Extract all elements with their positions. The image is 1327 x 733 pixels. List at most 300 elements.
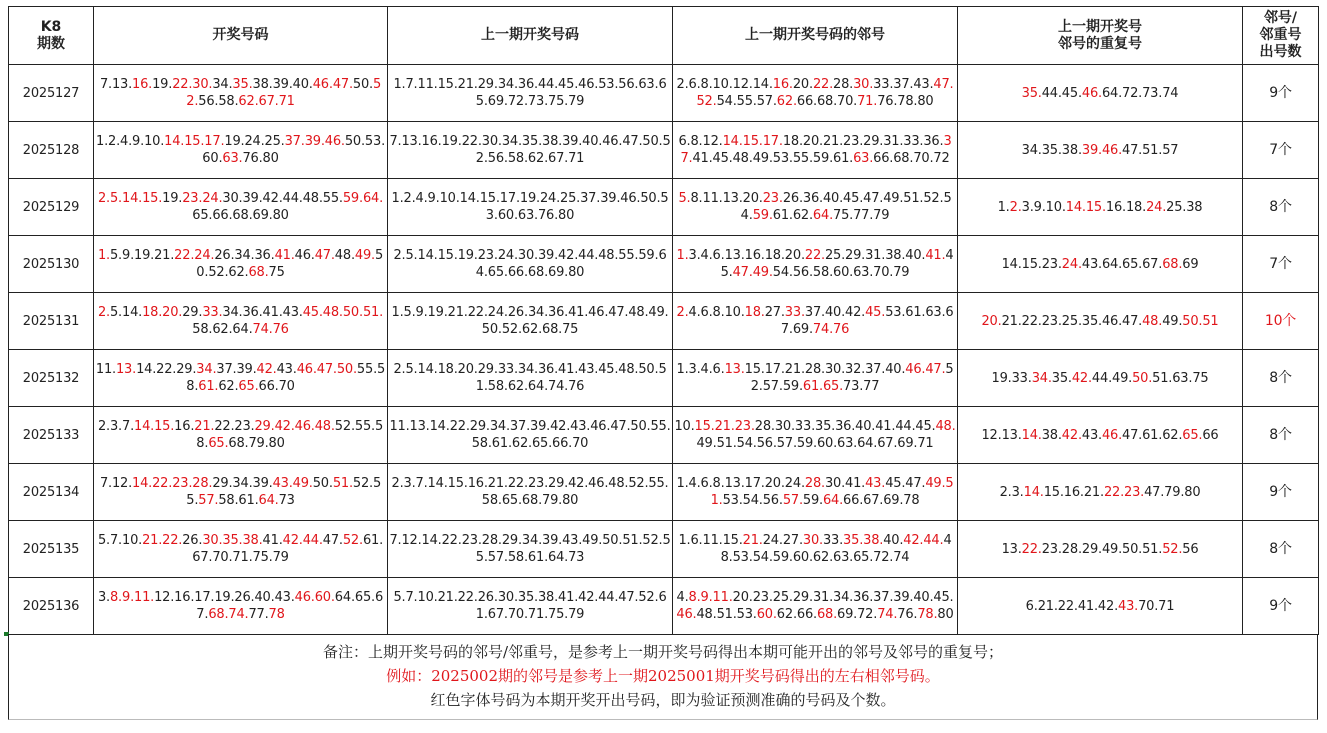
number: 42. (1097, 598, 1118, 614)
repeat-numbers-cell (958, 464, 1243, 521)
number: 54. (752, 550, 773, 565)
number: 44. (282, 191, 303, 206)
number: 15. (722, 533, 743, 548)
neighbor-numbers-cell (673, 578, 958, 635)
number: 39. (537, 248, 559, 263)
number: 80 (917, 94, 934, 109)
number: 66. (843, 493, 864, 508)
period-cell: 2025136 (9, 578, 94, 635)
number: 78 (268, 607, 285, 622)
number: 51. (1142, 142, 1163, 158)
number: 58. (507, 151, 528, 166)
number: 38. (1061, 142, 1082, 158)
number: 34. (232, 476, 253, 491)
number: 19. (991, 370, 1012, 386)
number: 29. (254, 419, 275, 434)
number: 23. (477, 248, 498, 263)
number: 56. (762, 493, 783, 508)
number: 35. (1081, 313, 1102, 329)
number: 16. (744, 248, 765, 263)
number: 1. (97, 248, 110, 263)
number: 11. (702, 191, 723, 206)
number: 58. (218, 493, 239, 508)
number: 29. (469, 419, 490, 434)
number: 49. (292, 476, 313, 491)
number: 40. (855, 419, 876, 434)
number: 28. (1061, 541, 1082, 557)
number: 62. (507, 379, 528, 394)
lottery-table (8, 6, 1319, 635)
number: 6. (690, 533, 703, 548)
number: 34. (497, 77, 518, 92)
number: 26. (214, 248, 235, 263)
number: 64. (334, 590, 355, 605)
number: 30. (481, 134, 502, 149)
number: 51. (716, 607, 737, 622)
number: 43. (272, 476, 293, 491)
number: 44. (537, 77, 559, 92)
number: 33. (1011, 370, 1032, 386)
number: 59. (802, 493, 823, 508)
number: 62. (776, 94, 797, 109)
prev-numbers-cell (388, 236, 673, 293)
number: 52. (750, 362, 954, 394)
number: 2. (97, 305, 110, 320)
number: 71 (1158, 598, 1175, 614)
number: 9. (122, 248, 135, 263)
number: 16. (467, 476, 488, 491)
number: 4. (688, 305, 701, 320)
number: 15. (437, 77, 458, 92)
number: 29. (863, 134, 884, 149)
number: 44. (1091, 370, 1112, 386)
number: 51. (716, 436, 737, 451)
number: 11. (95, 362, 116, 377)
number: 43. (562, 533, 583, 548)
number: 56 (1182, 541, 1199, 557)
count-cell: 8个 (1243, 179, 1319, 236)
number: 41. (558, 362, 579, 377)
number: 52. (186, 77, 382, 109)
number: 31. (812, 590, 834, 605)
count-cell: 9个 (1243, 578, 1319, 635)
number: 39. (542, 533, 563, 548)
number: 47. (608, 305, 629, 320)
number: 14. (1023, 484, 1044, 500)
number: 5. (393, 590, 406, 605)
number: 68. (228, 436, 249, 451)
number: 73. (1142, 85, 1163, 101)
number: 54. (736, 436, 757, 451)
number: 55. (736, 94, 757, 109)
number: 71. (232, 550, 253, 565)
number: 49. (1112, 370, 1133, 386)
number: 50. (196, 248, 384, 280)
number: 48. (302, 191, 323, 206)
number: 29. (182, 305, 203, 320)
number: 33. (822, 533, 844, 548)
number: 7. (405, 590, 418, 605)
number: 5. (678, 191, 691, 206)
number: 11. (389, 419, 410, 434)
number: 70. (212, 550, 233, 565)
number: 47. (322, 533, 343, 548)
number: 33. (784, 305, 805, 320)
number: 24. (1061, 256, 1082, 272)
number: 48. (608, 476, 629, 491)
number: 46. (578, 77, 599, 92)
number: 21. (447, 305, 468, 320)
draw-numbers-cell (94, 464, 388, 521)
number: 73 (278, 493, 295, 508)
number: 61. (491, 436, 512, 451)
number: 53. (736, 607, 757, 622)
period-cell: 2025128 (9, 122, 94, 179)
number: 62. (792, 208, 813, 223)
number: 49. (1101, 541, 1123, 557)
number: 45. (712, 151, 733, 166)
number: 57. (198, 493, 219, 508)
number: 31. (865, 248, 886, 263)
number: 36. (923, 134, 944, 149)
number: 42. (558, 248, 579, 263)
draw-numbers-cell (94, 65, 388, 122)
number: 34. (489, 419, 510, 434)
number: 23. (1124, 484, 1145, 500)
count-cell: 9个 (1243, 65, 1319, 122)
number: 25. (772, 590, 793, 605)
number: 79. (1164, 484, 1185, 500)
number: 7. (122, 419, 135, 434)
number: 67. (877, 436, 898, 451)
number: 17. (764, 362, 785, 377)
number: 19. (214, 590, 235, 605)
number: 8. (109, 590, 122, 605)
number: 77 (863, 379, 880, 394)
number: 62. (228, 265, 249, 280)
draw-numbers-cell (94, 122, 388, 179)
period-cell: 2025134 (9, 464, 94, 521)
number: 53. (598, 77, 619, 92)
number: 38. (537, 590, 559, 605)
number: 56. (487, 151, 508, 166)
number: 34. (501, 134, 522, 149)
number: 29. (477, 77, 498, 92)
number: 40. (254, 590, 275, 605)
number: 30. (824, 476, 846, 491)
number: 46. (294, 248, 315, 263)
number: 70. (837, 94, 858, 109)
number: 14. (459, 191, 480, 206)
number: 64. (548, 550, 569, 565)
number: 39. (242, 191, 263, 206)
number: 37. (873, 590, 894, 605)
number: 53. (722, 493, 743, 508)
number: 22. (467, 305, 488, 320)
repeat-numbers-cell (958, 293, 1243, 350)
number: 18. (437, 362, 458, 377)
number: 22. (152, 476, 173, 491)
number: 72. (857, 607, 878, 622)
number: 69. (897, 436, 918, 451)
table-row (9, 407, 1319, 464)
number: 12. (732, 77, 753, 92)
number: 75. (548, 94, 569, 109)
number: 2. (97, 419, 110, 434)
number: 59. (638, 248, 659, 263)
number: 34. (196, 362, 217, 377)
number: 63. (837, 436, 858, 451)
number: 46. (312, 77, 333, 92)
number: 39. (252, 476, 273, 491)
number: 30. (802, 533, 823, 548)
number: 52. (628, 476, 649, 491)
prev-numbers-cell (388, 407, 673, 464)
period-cell: 2025130 (9, 236, 94, 293)
number: 14. (122, 191, 143, 206)
number: 35. (222, 533, 243, 548)
number: 13. (722, 191, 743, 206)
number: 62. (521, 322, 542, 337)
number: 59. (796, 436, 817, 451)
number: 46. (1101, 427, 1123, 443)
number: 37. (509, 419, 530, 434)
number: 24. (487, 305, 508, 320)
number: 14. (136, 362, 157, 377)
number: 23. (182, 191, 203, 206)
number: 13. (724, 476, 745, 491)
number: 20. (457, 362, 478, 377)
number: 42. (1061, 427, 1082, 443)
number: 42. (903, 533, 924, 548)
prev-numbers-cell (388, 293, 673, 350)
number: 8. (700, 77, 713, 92)
number: 8. (690, 191, 703, 206)
number: 68. (248, 265, 269, 280)
number: 78. (917, 607, 938, 622)
number: 26. (477, 590, 498, 605)
number: 46. (588, 476, 609, 491)
draw-numbers-cell (94, 179, 388, 236)
number: 10. (417, 590, 438, 605)
number: 49. (582, 533, 603, 548)
number: 41. (568, 305, 589, 320)
number: 30. (497, 590, 518, 605)
number: 51 (1202, 313, 1219, 329)
number: 71 (917, 436, 934, 451)
number: 43. (913, 77, 934, 92)
number: 9. (122, 590, 135, 605)
number: 47. (905, 476, 926, 491)
number: 6. (712, 362, 725, 377)
number: 66. (552, 436, 573, 451)
number: 46. (590, 419, 611, 434)
number: 20. (802, 134, 823, 149)
number: 80 (262, 151, 279, 166)
number: 52. (342, 533, 363, 548)
number: 46. (602, 134, 623, 149)
number: 46. (294, 590, 315, 605)
table-row (9, 65, 1319, 122)
number: 38. (542, 134, 563, 149)
number: 55. (650, 419, 671, 434)
number: 44. (1041, 85, 1062, 101)
number: 61. (905, 305, 926, 320)
number: 21. (822, 134, 844, 149)
number: 49. (696, 436, 717, 451)
number: 22. (1021, 313, 1042, 329)
number: 76 (833, 322, 850, 337)
number: 39. (893, 590, 914, 605)
number: 73. (843, 379, 864, 394)
number: 29. (548, 476, 569, 491)
number: 19. (134, 248, 155, 263)
number: 13. (724, 248, 745, 263)
number: 52. (475, 134, 671, 166)
number: 52. (208, 265, 229, 280)
number: 22. (1021, 541, 1042, 557)
number: 41. (274, 248, 295, 263)
number: 79 (568, 94, 585, 109)
number: 37. (680, 134, 952, 166)
number: 57. (762, 379, 783, 394)
number: 47. (332, 77, 353, 92)
note-line-1: 备注：上期开奖号码的邻号/邻重号，是参考上一期开奖号码得出本期可能开出的邻号及邻号的重复号； (322, 643, 1004, 661)
number: 12. (981, 427, 1002, 443)
number: 45. (598, 362, 619, 377)
number: 15. (479, 191, 500, 206)
number: 19. (224, 134, 245, 149)
number: 80 (562, 493, 579, 508)
number: 54. (740, 191, 952, 223)
number: 51. (475, 362, 667, 394)
number: 48. (314, 419, 335, 434)
number: 75 (268, 265, 285, 280)
number: 13. (724, 362, 745, 377)
number: 49. (752, 151, 773, 166)
number: 50. (1132, 370, 1153, 386)
number: 57. (776, 436, 797, 451)
number: 13. (401, 134, 422, 149)
number: 41. (925, 248, 946, 263)
number: 39. (530, 419, 551, 434)
number: 60. (792, 550, 813, 565)
number: 14. (1065, 199, 1086, 215)
number: 23. (527, 476, 549, 491)
number: 52. (642, 533, 663, 548)
number: 7. (405, 77, 418, 92)
number: 55. (356, 362, 377, 377)
number: 19. (427, 305, 448, 320)
number: 14. (164, 134, 185, 149)
header-period: K8 期数 (9, 7, 94, 65)
number: 51. (1142, 541, 1163, 557)
number: 29. (1081, 541, 1102, 557)
number: 34. (521, 533, 542, 548)
number: 66. (507, 265, 528, 280)
number: 3. (97, 590, 110, 605)
number: 70. (913, 151, 934, 166)
number: 56. (792, 265, 813, 280)
number: 55. (618, 248, 639, 263)
number: 22. (812, 77, 834, 92)
repeat-numbers-cell (958, 122, 1243, 179)
number: 15. (184, 134, 205, 149)
number: 17. (204, 134, 225, 149)
number: 1. (391, 305, 404, 320)
header-row (9, 7, 1319, 65)
number: 9. (1033, 199, 1046, 215)
number: 5. (109, 305, 122, 320)
number: 42. (282, 533, 303, 548)
number: 76. (537, 208, 559, 223)
number: 51. (362, 305, 384, 320)
number: 51. (1152, 370, 1173, 386)
number: 50. (640, 191, 661, 206)
number: 54. (772, 265, 793, 280)
number: 50. (1182, 313, 1203, 329)
number: 22. (162, 533, 183, 548)
number: 77. (248, 607, 269, 622)
number: 51. (710, 476, 954, 508)
number: 34. (234, 248, 255, 263)
number: 15. (744, 362, 765, 377)
number: 65. (192, 208, 213, 223)
number: 7. (389, 134, 402, 149)
number: 48. (322, 305, 343, 320)
number: 61. (802, 379, 823, 394)
number: 15. (437, 248, 458, 263)
number: 78. (897, 94, 918, 109)
number: 3. (1011, 484, 1024, 500)
number: 50. (342, 305, 363, 320)
number: 33. (497, 362, 518, 377)
number: 67. (487, 607, 508, 622)
number: 21. (154, 248, 175, 263)
number: 80 (272, 208, 289, 223)
number: 59. (772, 550, 793, 565)
number: 43. (1081, 427, 1102, 443)
number: 10. (724, 305, 745, 320)
number: 36. (853, 590, 874, 605)
number: 2. (391, 476, 404, 491)
number: 20. (162, 305, 183, 320)
number: 6. (1025, 598, 1038, 614)
count-cell: 10个 (1243, 293, 1319, 350)
number: 20. (792, 77, 813, 92)
number: 46. (620, 191, 641, 206)
number: 26. (182, 533, 203, 548)
number: 41. (262, 533, 283, 548)
number: 7. (389, 533, 402, 548)
number: 18. (782, 134, 803, 149)
number: 63. (517, 208, 538, 223)
number: 79. (248, 436, 269, 451)
number: 47. (863, 191, 884, 206)
number: 76. (877, 94, 898, 109)
number: 30. (202, 533, 223, 548)
number: 67. (548, 151, 569, 166)
note-line-3: 红色字体号码为本期开奖开出号码，即为验证预测准确的号码及个数。 (430, 691, 896, 709)
number: 48. (1142, 313, 1163, 329)
number: 22. (804, 248, 825, 263)
number: 34. (833, 590, 854, 605)
number: 75 (562, 322, 579, 337)
prev-numbers-cell (388, 65, 673, 122)
number: 35. (843, 533, 864, 548)
number: 63. (853, 151, 874, 166)
number: 36. (548, 305, 569, 320)
